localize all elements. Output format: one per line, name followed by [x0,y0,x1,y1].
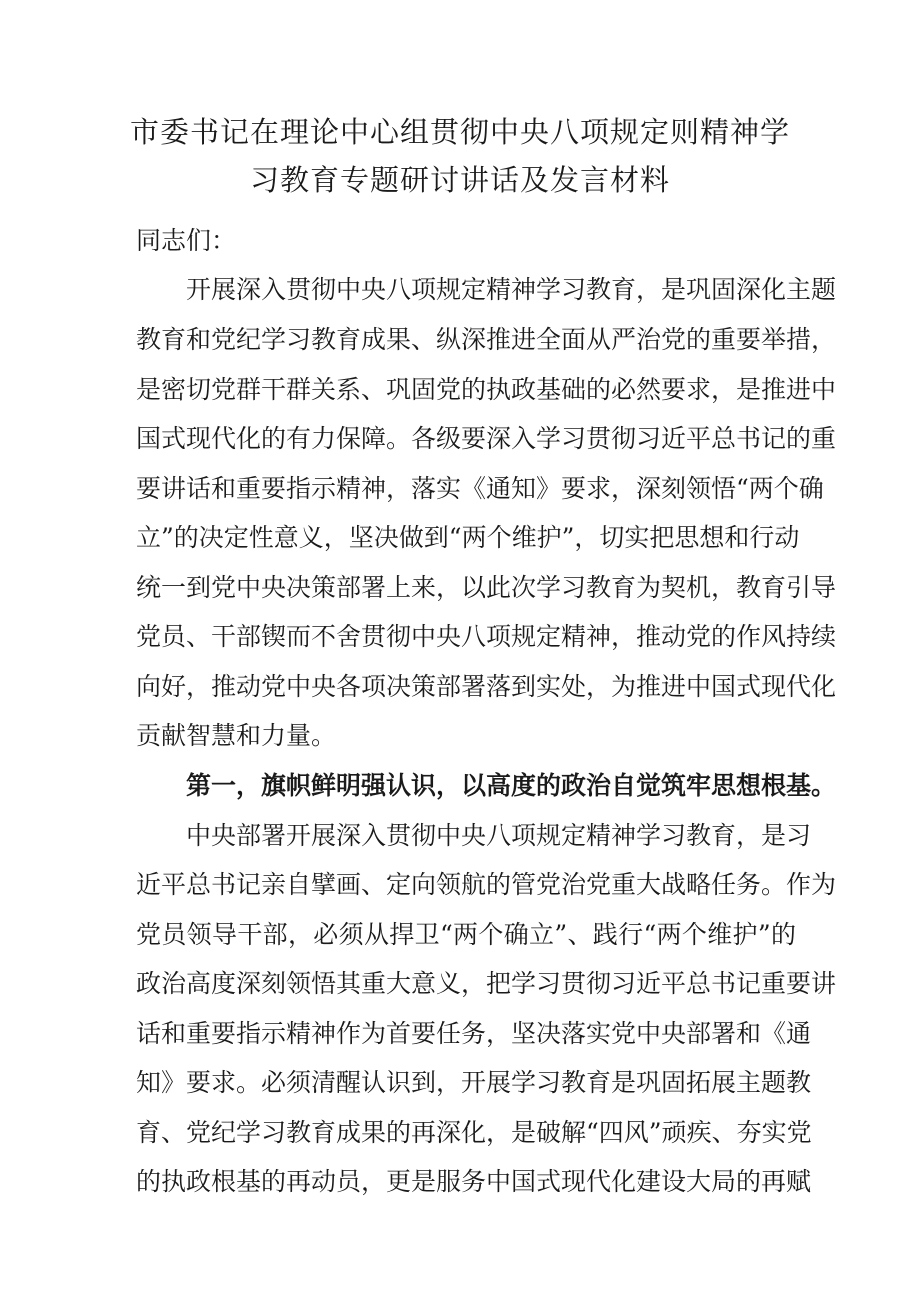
title-line-1: 市委书记在理论中心组贯彻中央八项规定则精神学 [130,115,791,149]
paragraph-line: 立”的决定性意义，坚决做到“两个维护”，切实把思想和行动 [136,523,800,552]
section-heading: 第一，旗帜鲜明强认识，以高度的政治自觉筑牢思想根基。 [186,771,837,800]
paragraph-line: 育、党纪学习教育成果的再深化，是破解“四风”顽疾、夯实党 [136,1118,812,1147]
title-line-2: 习教育专题研讨讲话及发言材料 [249,163,670,197]
paragraph-line: 政治高度深刻领悟其重大意义，把学习贯彻习近平总书记重要讲 [136,969,837,998]
paragraph-line: 开展深入贯彻中央八项规定精神学习教育，是巩固深化主题 [186,275,837,304]
paragraph-line: 知》要求。必须清醒认识到，开展学习教育是巩固拓展主题教 [136,1068,812,1097]
paragraph-line: 教育和党纪学习教育成果、纵深推进全面从严治党的重要举措， [136,325,837,354]
paragraph-line: 是密切党群干群关系、巩固党的执政基础的必然要求，是推进中 [136,375,837,404]
paragraph-line: 要讲话和重要指示精神，落实《通知》要求，深刻领悟“两个确 [136,474,824,503]
paragraph-line: 统一到党中央决策部署上来，以此次学习教育为契机，教育引导 [136,573,837,602]
paragraph-line: 向好，推动党中央各项决策部署落到实处，为推进中国式现代化 [136,672,837,701]
paragraph-line: 国式现代化的有力保障。各级要深入学习贯彻习近平总书记的重 [136,424,837,453]
paragraph-line: 党员、干部锲而不舍贯彻中央八项规定精神，推动党的作风持续 [136,622,837,651]
paragraph-line: 党员领导干部，必须从捍卫“两个确立”、践行“两个维护”的 [136,920,796,949]
paragraph-line: 贡献智慧和力量。 [136,721,337,750]
paragraph-line: 的执政根基的再动员，更是服务中国式现代化建设大局的再赋 [136,1167,812,1196]
document-title [130,108,790,204]
paragraph-line: 话和重要指示精神作为首要任务，坚决落实党中央部署和《通 [136,1019,812,1048]
paragraph-line: 近平总书记亲自擘画、定向领航的管党治党重大战略任务。作为 [136,870,837,899]
greeting: 同志们： [136,226,237,255]
paragraph-line: 中央部署开展深入贯彻中央八项规定精神学习教育，是习 [186,821,812,850]
